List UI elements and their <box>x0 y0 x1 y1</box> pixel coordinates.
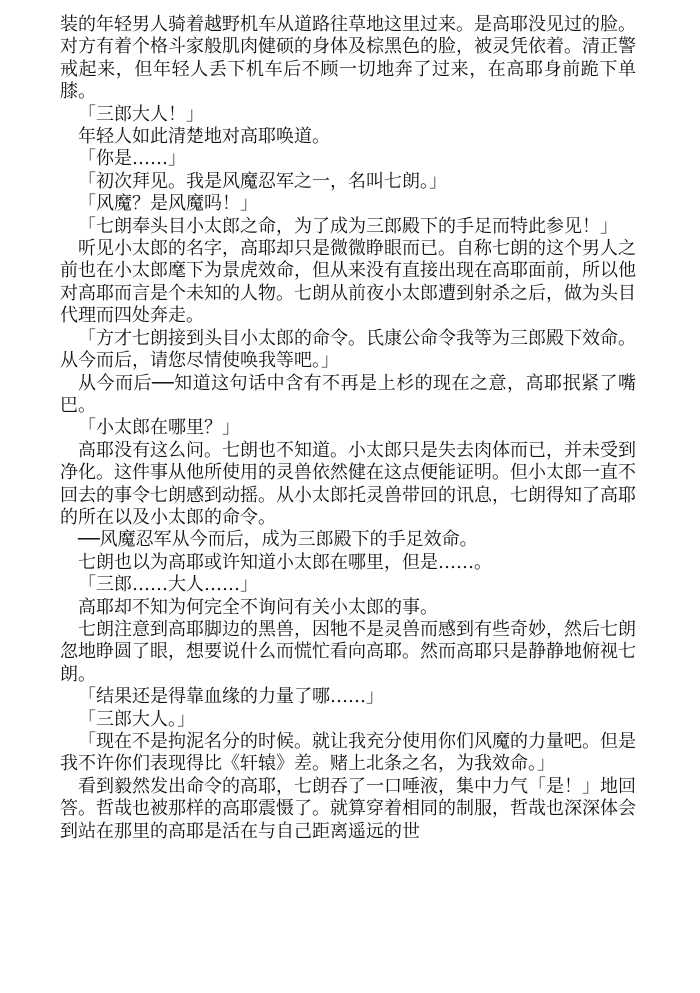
paragraph: 看到毅然发出命令的高耶，七朗吞了一口唾液，集中力气「是！」地回答。哲哉也被那样的高耶震慑了。就算穿着相同的制服，哲哉也深深体会到站在那里的高耶是活在与自己距离遥远的世 <box>60 775 636 842</box>
dialogue-line: 「三郎大人。」 <box>78 708 195 730</box>
dialogue-line: 「小太郎在哪里？」 <box>78 417 240 439</box>
dialogue-line: 「你是……」 <box>78 148 186 170</box>
dialogue-line: 「现在不是拘泥名分的时候。就让我充分使用你们风魔的力量吧。但是我不许你们表现得比《轩辕》差。赌上北条之名，为我效命。」 <box>60 731 636 775</box>
paragraph: 从今而后──知道这句话中含有不再是上杉的现在之意，高耶抿紧了嘴巴。 <box>60 372 636 416</box>
dialogue-line: 「三郎大人！」 <box>78 103 204 125</box>
dialogue-line: 「初次拜见。我是风魔忍军之一，名叫七朗。」 <box>78 170 447 192</box>
paragraph: 年轻人如此清楚地对高耶唤道。 <box>78 126 330 148</box>
dialogue-line: 「结果还是得靠血缘的力量了哪……」 <box>78 686 384 708</box>
paragraph: 高耶没有这么问。七朗也不知道。小太郎只是失去肉体而已，并未受到净化。这件事从他所使用的灵兽依然健在这点便能证明。但小太郎一直不回去的事令七朗感到动摇。从小太郎托灵兽带回的讯息，七朗得知了高耶的所在以及小太郎的命令。 <box>60 439 636 528</box>
novel-page <box>60 14 636 843</box>
paragraph: 高耶却不知为何完全不询问有关小太郎的事。 <box>78 596 438 618</box>
paragraph: ──风魔忍军从今而后，成为三郎殿下的手足效命。 <box>78 529 478 551</box>
paragraph: 七朗注意到高耶脚边的黑兽，因牠不是灵兽而感到有些奇妙，然后七朗忽地睁圆了眼，想要说什么而慌忙看向高耶。然而高耶只是静静地俯视七朗。 <box>60 618 636 685</box>
dialogue-line: 「风魔？是风魔吗！」 <box>78 193 258 215</box>
dialogue-line: 「方才七朗接到头目小太郎的命令。氏康公命令我等为三郎殿下效命。从今而后，请您尽情使唤我等吧。」 <box>60 327 636 372</box>
dialogue-line: 「三郎……大人……」 <box>78 574 258 596</box>
paragraph: 七朗也以为高耶或许知道小太郎在哪里，但是……。 <box>78 551 492 573</box>
paragraph: 听见小太郎的名字，高耶却只是微微睁眼而已。自称七朗的这个男人之前也在小太郎麾下为景虎效命，但从来没有直接出现在高耶面前，所以他对高耶而言是个未知的人物。七朗从前夜小太郎遭到射杀之后，做为头目代理而四处奔走。 <box>60 238 636 327</box>
paragraph-continuation: 装的年轻男人骑着越野机车从道路往草地这里过来。是高耶没见过的脸。对方有着个格斗家般肌肉健硕的身体及棕黑色的脸，被灵凭依着。清正警戒起来，但年轻人丢下机车后不顾一切地奔了过来，在高耶身前跪下单膝。 <box>60 14 636 103</box>
dialogue-line: 「七朗奉头目小太郎之命，为了成为三郎殿下的手足而特此参见！」 <box>78 215 618 237</box>
